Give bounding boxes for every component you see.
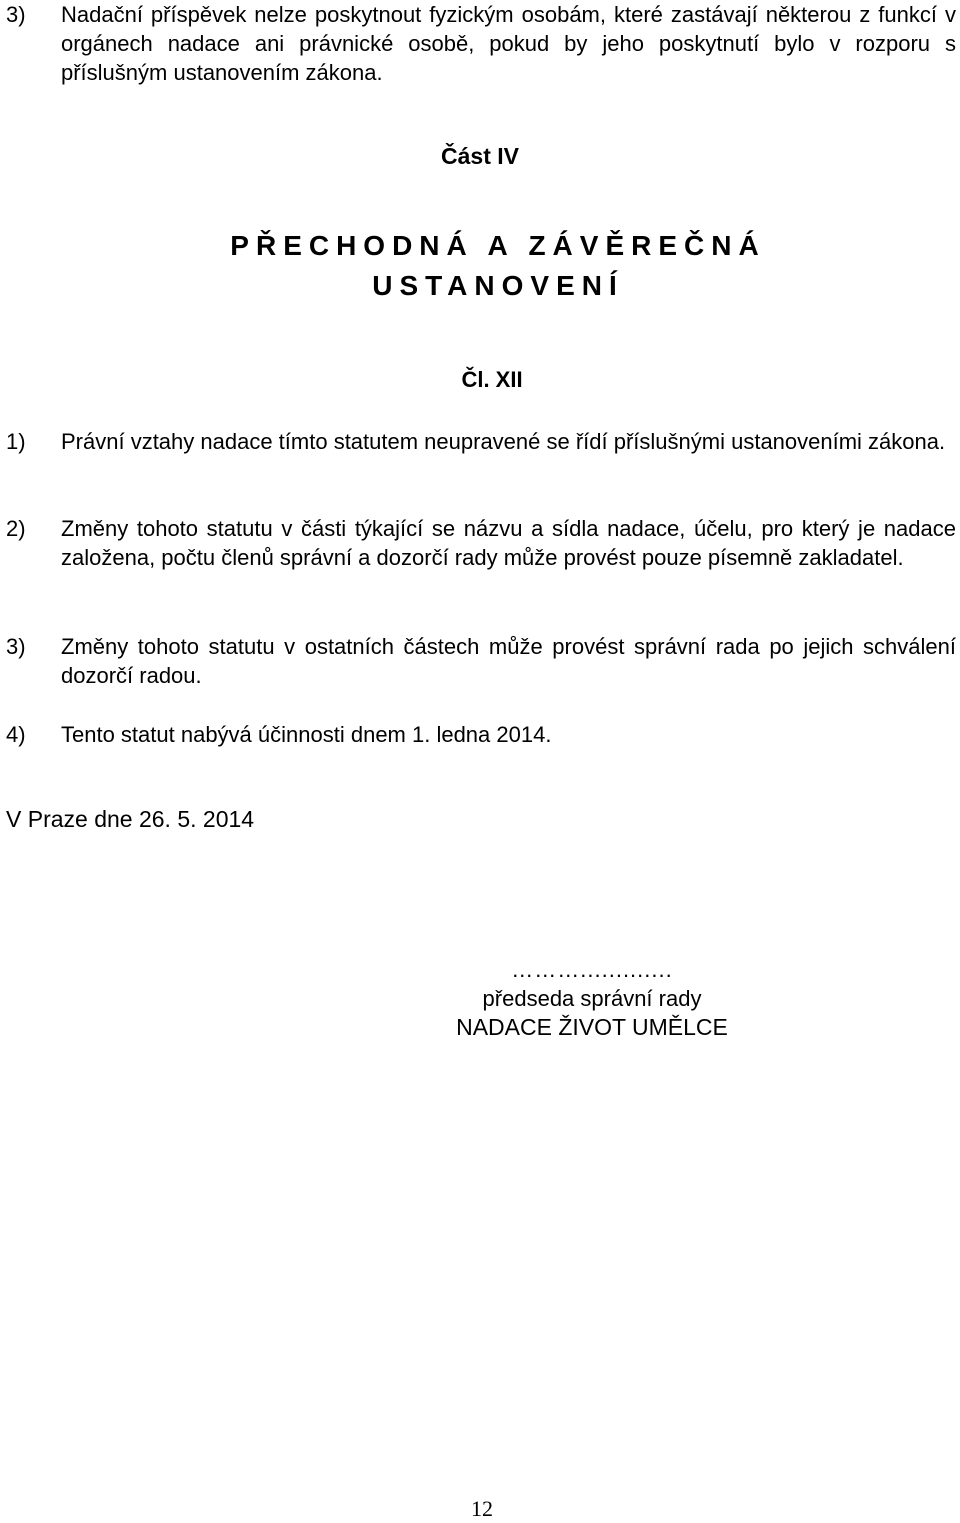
paragraph-number: 1) xyxy=(6,429,26,454)
paragraph-number: 2) xyxy=(6,516,26,541)
paragraph-3-donation xyxy=(6,0,956,87)
organization-name: NADACE ŽIVOT UMĚLCE xyxy=(456,1014,728,1040)
paragraph-text: Změny tohoto statutu v ostatních částech může provést správní rada po jejich schválení dozorčí radou. xyxy=(61,634,956,688)
part-title xyxy=(0,226,960,306)
article-heading: Čl. XII xyxy=(461,367,523,392)
signature-line: ………............. xyxy=(511,957,673,982)
signature-block xyxy=(392,955,792,1042)
signatory-role: předseda správní rady xyxy=(482,986,702,1011)
article-paragraph-2 xyxy=(6,514,956,572)
page-number: 12 xyxy=(471,1496,493,1521)
article-paragraph-3 xyxy=(6,632,956,690)
paragraph-number: 4) xyxy=(6,722,26,747)
paragraph-text: Změny tohoto statutu v části týkající se názvu a sídla nadace, účelu, pro který je nadace založena, počtu členů správní a dozorčí rady může provést pouze písemně zakladatel. xyxy=(61,516,956,570)
paragraph-number: 3) xyxy=(6,2,26,27)
article-paragraph-1 xyxy=(6,427,956,456)
place-and-date: V Praze dne 26. 5. 2014 xyxy=(6,806,255,832)
paragraph-number: 3) xyxy=(6,634,26,659)
part-heading: Část IV xyxy=(441,143,519,169)
paragraph-text: Nadační příspěvek nelze poskytnout fyzickým osobám, které zastávají některou z funkcí v orgánech nadace ani právnické osobě, pokud by jeho poskytnutí bylo v rozporu s příslušným ustanovením zákona. xyxy=(61,2,956,85)
paragraph-text: Právní vztahy nadace tímto statutem neupravené se řídí příslušnými ustanoveními zákona. xyxy=(61,429,946,454)
part-title-line-1: PŘECHODNÁ A ZÁVĚREČNÁ xyxy=(230,230,766,261)
paragraph-text: Tento statut nabývá účinnosti dnem 1. ledna 2014. xyxy=(61,722,552,747)
part-title-line-2: USTANOVENÍ xyxy=(372,270,624,301)
article-paragraph-4 xyxy=(6,720,956,749)
